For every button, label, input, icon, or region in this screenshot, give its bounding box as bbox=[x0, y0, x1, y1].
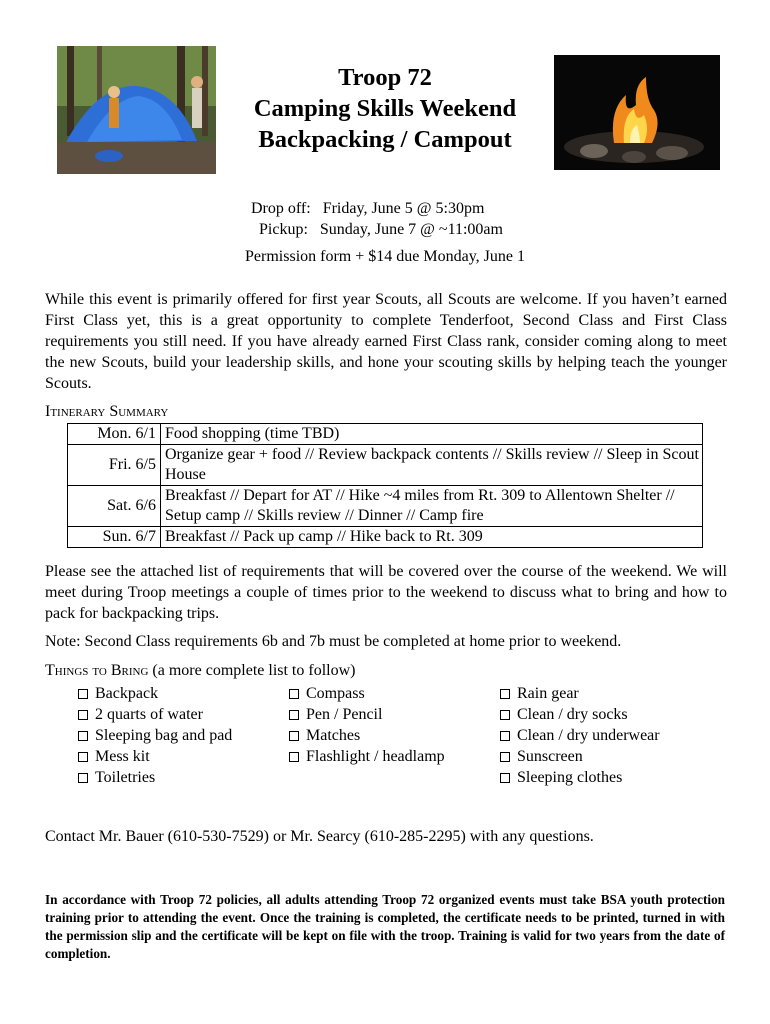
table-row bbox=[68, 445, 703, 486]
list-item bbox=[78, 704, 232, 725]
list-item bbox=[78, 746, 232, 767]
list-item bbox=[289, 725, 445, 746]
list-item-label: Mess kit bbox=[95, 748, 150, 765]
itinerary-day: Fri. 6/5 bbox=[68, 445, 161, 486]
checkbox-icon bbox=[78, 752, 88, 762]
permission-note: Permission form + $14 due Monday, June 1 bbox=[245, 248, 525, 265]
tent-photo bbox=[57, 46, 216, 174]
pickup-row bbox=[251, 219, 503, 240]
list-item-label: Pen / Pencil bbox=[306, 706, 383, 723]
dropoff-row bbox=[251, 198, 503, 219]
list-item bbox=[78, 725, 232, 746]
checkbox-icon bbox=[289, 731, 299, 741]
itinerary-day: Sun. 6/7 bbox=[68, 527, 161, 548]
itinerary-heading: Itinerary Summary bbox=[45, 403, 169, 420]
requirements-paragraph: Please see the attached list of requirements that will be covered over the course of the weekend. We will meet during Troop meetings a couple of times prior to the weekend to discuss what to bring and how to pack for backpacking trips. bbox=[45, 563, 727, 622]
page-title bbox=[230, 62, 540, 155]
things-heading-suffix: (a more complete list to follow) bbox=[148, 662, 356, 679]
list-item-label: Sleeping bag and pad bbox=[95, 727, 233, 744]
itinerary-day: Sat. 6/6 bbox=[68, 486, 161, 527]
dropoff-label: Drop off: bbox=[251, 200, 311, 217]
pickup-label: Pickup: bbox=[259, 221, 308, 238]
checkbox-icon bbox=[78, 731, 88, 741]
itinerary-activity: Organize gear + food // Review backpack contents // Skills review // Sleep in Scout House bbox=[161, 445, 703, 486]
pickup-value: Sunday, June 7 @ ~11:00am bbox=[319, 221, 503, 238]
list-item bbox=[289, 704, 445, 725]
list-item-label: Backpack bbox=[95, 685, 159, 702]
checkbox-icon bbox=[78, 710, 88, 720]
table-row bbox=[68, 486, 703, 527]
things-heading-title: Things to Bring bbox=[45, 662, 149, 679]
list-item bbox=[289, 746, 445, 767]
things-column-2 bbox=[289, 683, 445, 767]
schedule-times bbox=[251, 198, 503, 240]
checkbox-icon bbox=[78, 689, 88, 699]
itinerary-day: Mon. 6/1 bbox=[68, 424, 161, 445]
list-item bbox=[500, 704, 660, 725]
itinerary-table bbox=[67, 423, 703, 548]
list-item-label: Sunscreen bbox=[517, 748, 583, 765]
list-item-label: Clean / dry underwear bbox=[517, 727, 660, 744]
list-item-label: 2 quarts of water bbox=[95, 706, 203, 723]
checkbox-icon bbox=[500, 689, 510, 699]
things-heading bbox=[45, 662, 355, 680]
title-line: Backpacking / Campout bbox=[258, 126, 512, 153]
checkbox-icon bbox=[289, 752, 299, 762]
list-item-label: Sleeping clothes bbox=[517, 769, 623, 786]
list-item-label: Clean / dry socks bbox=[517, 706, 628, 723]
campfire-photo bbox=[554, 55, 720, 170]
checkbox-icon bbox=[78, 773, 88, 783]
table-row bbox=[68, 424, 703, 445]
note-paragraph: Note: Second Class requirements 6b and 7b must be completed at home prior to weekend. bbox=[45, 633, 622, 650]
checkbox-icon bbox=[289, 689, 299, 699]
itinerary-activity: Breakfast // Pack up camp // Hike back to Rt. 309 bbox=[161, 527, 703, 548]
list-item-label: Flashlight / headlamp bbox=[306, 748, 445, 765]
list-item-label: Rain gear bbox=[517, 685, 579, 702]
list-item bbox=[289, 683, 445, 704]
list-item bbox=[78, 767, 232, 788]
list-item-label: Matches bbox=[306, 727, 361, 744]
list-item-label: Compass bbox=[306, 685, 365, 702]
checkbox-icon bbox=[500, 710, 510, 720]
list-item-label: Toiletries bbox=[95, 769, 156, 786]
title-line: Camping Skills Weekend bbox=[253, 95, 517, 122]
list-item bbox=[500, 725, 660, 746]
list-item bbox=[500, 767, 660, 788]
checkbox-icon bbox=[289, 710, 299, 720]
intro-paragraph: While this event is primarily offered for first year Scouts, all Scouts are welcome. If you haven’t earned First Class yet, this is a great opportunity to complete Tenderfoot, Second Class and First Class requirements you still need. If you have already earned First Class rank, consider coming along to meet the new Scouts, build your leadership skills, and hone your scouting skills by helping teach the younger Scouts. bbox=[45, 291, 727, 392]
checkbox-icon bbox=[500, 731, 510, 741]
table-row bbox=[68, 527, 703, 548]
title-line: Troop 72 bbox=[338, 64, 432, 91]
itinerary-activity: Food shopping (time TBD) bbox=[161, 424, 703, 445]
list-item bbox=[500, 683, 660, 704]
checkbox-icon bbox=[500, 752, 510, 762]
things-column-3 bbox=[500, 683, 660, 788]
dropoff-value: Friday, June 5 @ 5:30pm bbox=[322, 200, 485, 217]
things-column-1 bbox=[78, 683, 232, 788]
itinerary-activity: Breakfast // Depart for AT // Hike ~4 miles from Rt. 309 to Allentown Shelter // Setup camp // Skills review // Dinner // Camp fire bbox=[161, 486, 703, 527]
checkbox-icon bbox=[500, 773, 510, 783]
policy-notice: In accordance with Troop 72 policies, all adults attending Troop 72 organized events must take BSA youth protection training prior to attending the event. Once the training is completed, the certificate needs to be printed, turned in with the permission slip and the certificate will be kept on file with the troop. Training is valid for two years from the date of completion. bbox=[45, 892, 725, 961]
list-item bbox=[500, 746, 660, 767]
list-item bbox=[78, 683, 232, 704]
contact-line: Contact Mr. Bauer (610-530-7529) or Mr. Searcy (610-285-2295) with any questions. bbox=[45, 828, 594, 845]
